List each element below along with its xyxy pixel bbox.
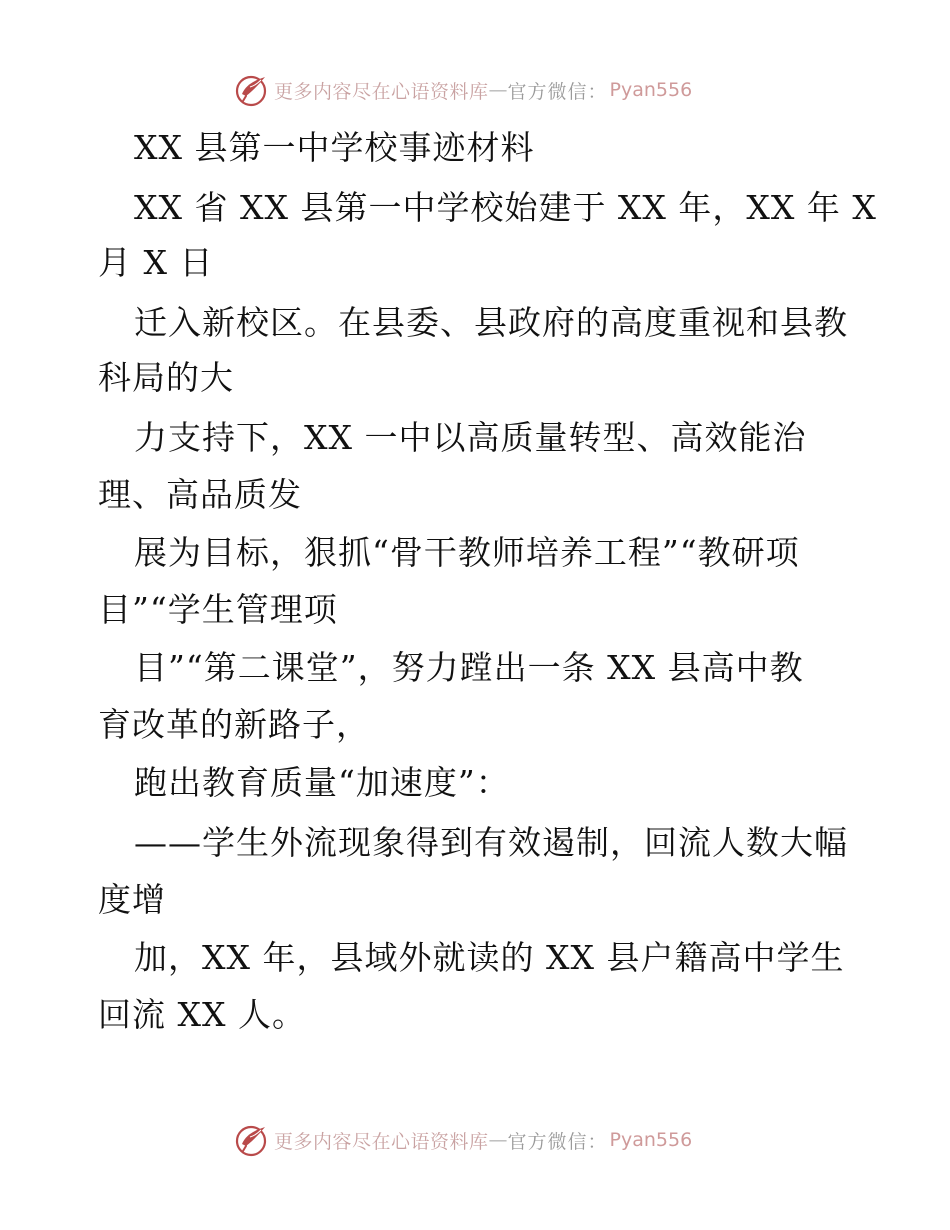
watermark-wechat-id: Pyan556 bbox=[609, 1129, 693, 1151]
footer-watermark bbox=[234, 1120, 714, 1160]
watermark-separator: — bbox=[488, 1129, 508, 1151]
paragraph-line: 迁入新校区。在县委、县政府的高度重视和县教 bbox=[134, 303, 848, 342]
paragraph-line: 加，XX 年，县域外就读的 XX 县户籍高中学生 bbox=[134, 938, 845, 977]
watermark-wechat-label: 官方微信： bbox=[507, 80, 608, 103]
paragraph-line: 度增 bbox=[98, 880, 166, 919]
paragraph-line: 理、高品质发 bbox=[98, 475, 302, 514]
watermark-wechat-id: Pyan556 bbox=[609, 79, 693, 101]
paragraph-line: ——学生外流现象得到有效遏制，回流人数大幅 bbox=[134, 823, 848, 862]
header-watermark bbox=[234, 70, 714, 110]
paragraph-line: 力支持下，XX 一中以高质量转型、高效能治 bbox=[134, 418, 807, 457]
paragraph-line: 月 X 日 bbox=[98, 243, 214, 282]
paragraph-line: 育改革的新路子， bbox=[98, 705, 370, 744]
paragraph-line: 跑出教育质量“加速度”： bbox=[134, 763, 510, 802]
paragraph-line: 科局的大 bbox=[98, 358, 234, 397]
watermark-main-text: 更多内容尽在心语资料库 bbox=[274, 80, 489, 103]
watermark-main-text: 更多内容尽在心语资料库 bbox=[274, 1130, 489, 1153]
paragraph-line: 目”“第二课堂”，努力蹚出一条 XX 县高中教 bbox=[134, 648, 804, 687]
paragraph-line: XX 省 XX 县第一中学校始建于 XX 年，XX 年 X bbox=[134, 188, 877, 227]
paragraph-line: 目”“学生管理项 bbox=[98, 590, 338, 629]
paragraph-line: 展为目标，狠抓“骨干教师培养工程”“教研项 bbox=[134, 533, 800, 572]
quill-pen-circle-icon bbox=[234, 72, 270, 108]
quill-pen-circle-icon bbox=[234, 1122, 270, 1158]
paragraph-line: 回流 XX 人。 bbox=[98, 995, 306, 1034]
watermark-separator: — bbox=[488, 79, 508, 101]
watermark-wechat-label: 官方微信： bbox=[507, 1130, 608, 1153]
document-title: XX 县第一中学校事迹材料 bbox=[134, 128, 535, 167]
